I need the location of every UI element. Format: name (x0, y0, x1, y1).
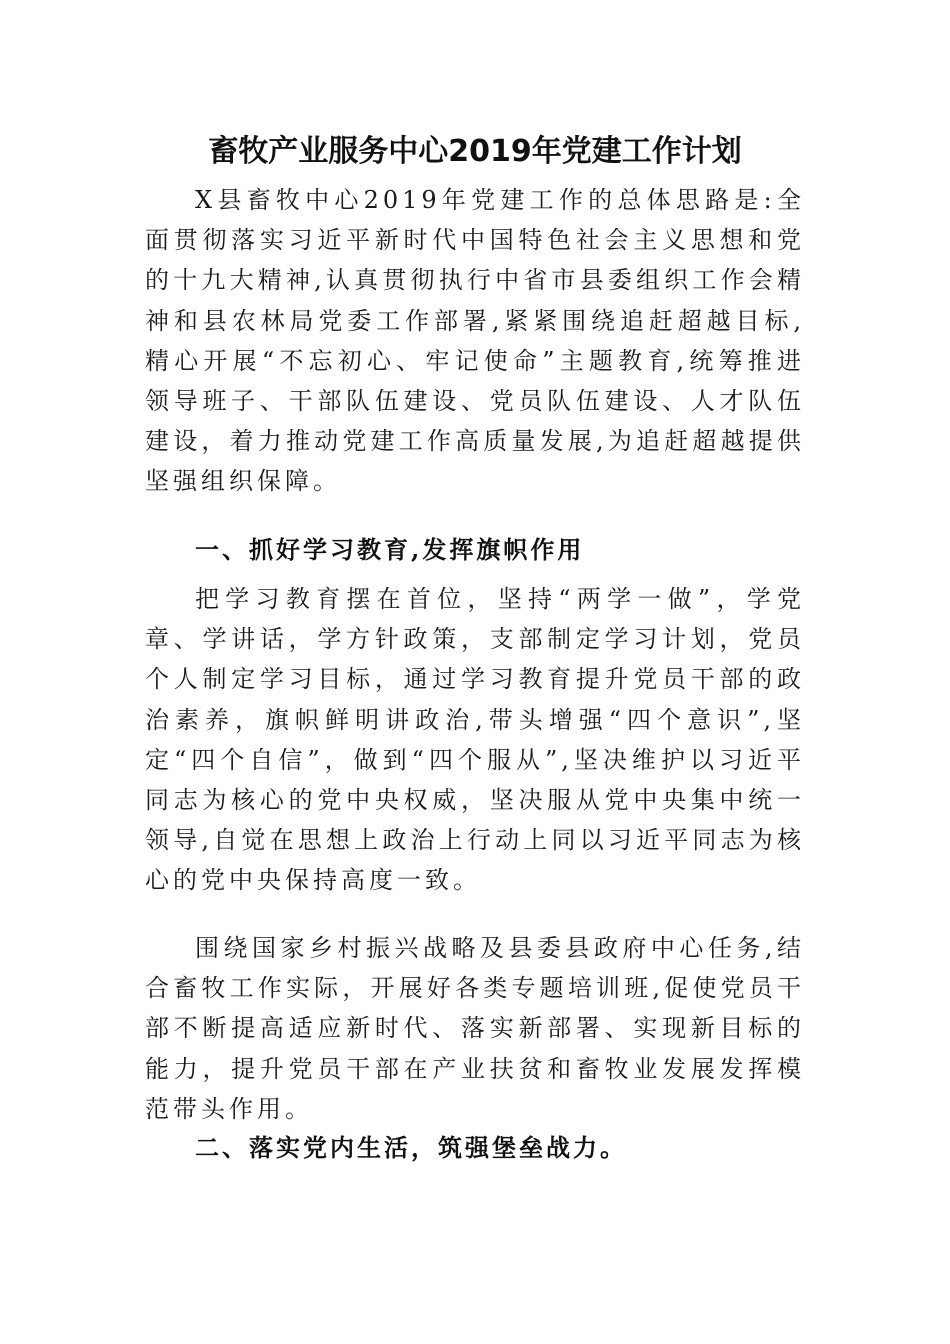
section-2-heading: 二、落实党内生活，筑强堡垒战力。 (195, 1133, 627, 1162)
section-1-paragraph-2: 围绕国家乡村振兴战略及县委县政府中心任务,结合畜牧工作实际，开展好各类专题培训班,促使党员干部不断提高适应新时代、落实新部署、实现新目标的能力，提升党员干部在产业扶贫和畜牧业发展发挥模范带头作用。 (145, 934, 805, 1123)
section-1-paragraph-1: 把学习教育摆在首位，坚持“两学一做”，学党章、学讲话，学方针政策，支部制定学习计划，党员个人制定学习目标，通过学习教育提升党员干部的政治素养，旗帜鲜明讲政治,带头增强“四个意识”,坚定“四个自信”，做到“四个服从”,坚决维护以习近平同志为核心的党中央权威，坚决服从党中央集中统一领导,自觉在思想上政治上行动上同以习近平同志为核心的党中央保持高度一致。 (145, 585, 805, 895)
section-1-heading: 一、抓好学习教育,发挥旗帜作用 (195, 535, 585, 564)
document-title: 畜牧产业服务中心2019年党建工作计划 (208, 134, 742, 169)
intro-paragraph: X县畜牧中心2019年党建工作的总体思路是:全面贯彻落实习近平新时代中国特色社会主义思想和党的十九大精神,认真贯彻执行中省市县委组织工作会精神和县农林局党委工作部署,紧紧围绕追赶超越目标,精心开展“不忘初心、牢记使命”主题教育,统筹推进领导班子、干部队伍建设、党员队伍建设、人才队伍建设，着力推动党建工作高质量发展,为追赶超越提供坚强组织保障。 (145, 186, 805, 496)
